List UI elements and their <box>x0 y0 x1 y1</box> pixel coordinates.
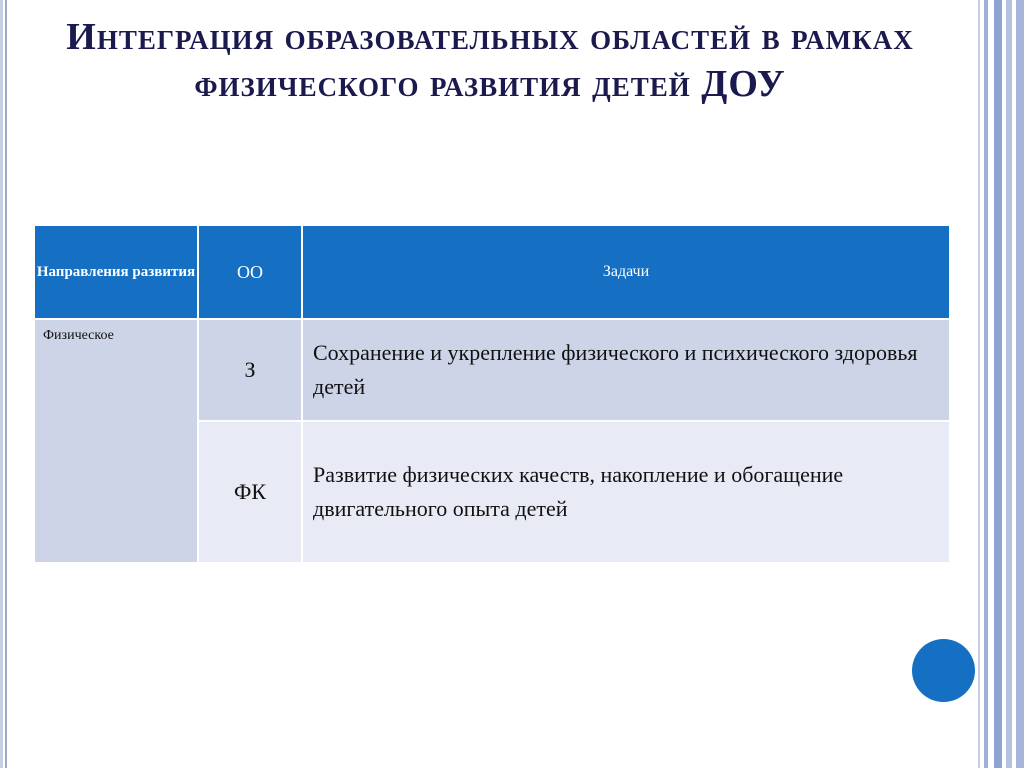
header-direction: Направления развития <box>34 225 198 319</box>
header-oo: ОО <box>198 225 302 319</box>
task-cell: Развитие физических качеств, накопление и обогащение двигательного опыта детей <box>302 421 950 563</box>
oo-code-cell: З <box>198 319 302 421</box>
task-cell: Сохранение и укрепление физического и психического здоровья детей <box>302 319 950 421</box>
table-header-row <box>34 225 950 319</box>
right-frame-stripes <box>980 0 1024 768</box>
header-tasks: Задачи <box>302 225 950 319</box>
table-row <box>34 319 950 421</box>
left-frame-border <box>0 0 10 768</box>
integration-table <box>33 224 951 564</box>
slide-title: Интеграция образовательных областей в рамках физического развития детей ДОУ <box>66 16 914 105</box>
oo-code-cell: ФК <box>198 421 302 563</box>
direction-cell: Физическое <box>34 319 198 563</box>
decorative-circle <box>912 639 975 702</box>
